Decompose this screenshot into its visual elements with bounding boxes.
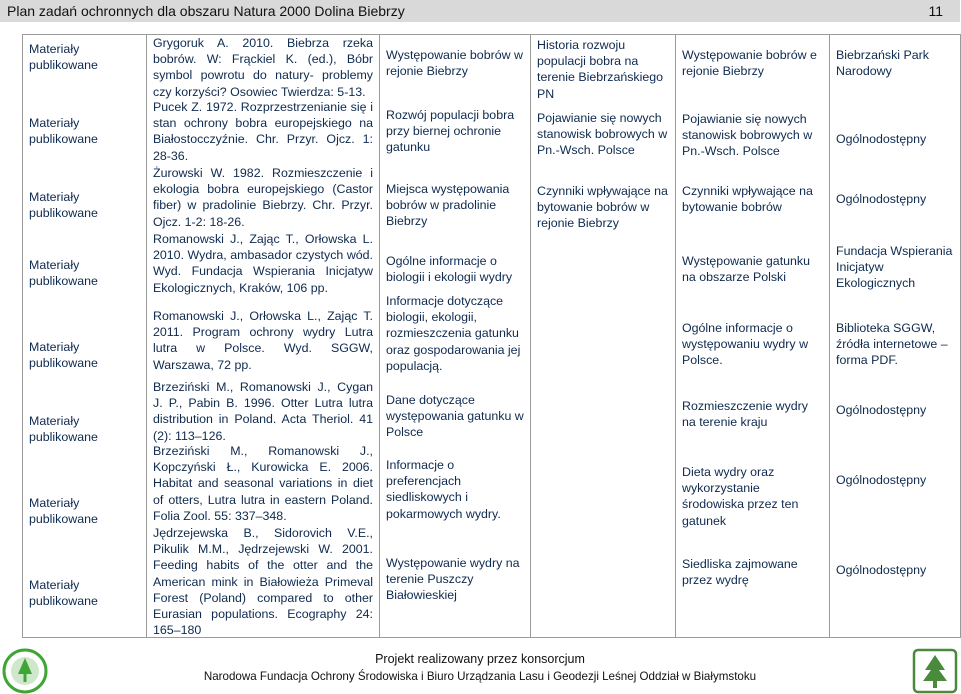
usage-cell: Czynniki wpływające na bytowanie bobrów <box>682 184 813 215</box>
availability-cell: Ogólnodostępny <box>836 403 927 417</box>
content-cell: Historia rozwoju populacji bobra na terenie Biebrzańskiego PN <box>537 38 664 101</box>
table-row <box>23 35 961 638</box>
type-cell: Materiały publikowane <box>29 496 98 527</box>
reference-entry: Romanowski J., Zając T., Orłowska L. 2010. Wydra, ambasador czystych wód. Wyd. Fundacja Wspierania Inicjatyw Ekologicznych, Kraków, 106 pp. <box>153 232 373 295</box>
reference-entry: Brzeziński M., Romanowski J., Cygan J. P., Pabin B. 1996. Otter Lutra lutra distribution in Poland. Acta Theriol. 41 (2): 113–126. <box>153 380 373 443</box>
scope-cell: Informacje dotyczące biologii, ekologii, rozmieszczenia gatunku oraz gospodarowania jej populacją. <box>386 294 521 373</box>
availability-cell: Ogólnodostępny <box>836 132 927 146</box>
document-title: Plan zadań ochronnych dla obszaru Natura 2000 Dolina Biebrzy <box>7 3 405 19</box>
availability-cell: Biebrzański Park Narodowy <box>836 48 929 79</box>
usage-cell: Występowanie gatunku na obszarze Polski <box>682 254 811 285</box>
scope-cell: Rozwój populacji bobra przy biernej ochronie gatunku <box>386 108 515 155</box>
materials-table <box>22 34 961 638</box>
type-cell: Materiały publikowane <box>29 258 98 289</box>
scope-cell: Dane dotyczące występowania gatunku w Polsce <box>386 393 524 440</box>
type-column <box>23 35 147 638</box>
availability-column <box>830 35 961 638</box>
page-header <box>0 0 960 22</box>
usage-cell: Siedliska zajmowane przez wydrę <box>682 557 798 588</box>
availability-cell: Fundacja Wspierania Inicjatyw Ekologicznych <box>836 244 953 291</box>
footer-consortium: Projekt realizowany przez konsorcjum <box>375 652 585 666</box>
availability-cell: Biblioteka SGGW, źródła internetowe – forma PDF. <box>836 321 948 368</box>
reference-column <box>147 35 380 638</box>
scope-cell: Występowanie bobrów w rejonie Biebrzy <box>386 48 523 79</box>
page-number: 11 <box>928 3 943 19</box>
usage-cell: Występowanie bobrów e rejonie Biebrzy <box>682 48 817 79</box>
content-column <box>531 35 676 638</box>
scope-cell: Występowanie wydry na terenie Puszczy Białowieskiej <box>386 556 520 603</box>
usage-cell: Dieta wydry oraz wykorzystanie środowiska przez ten gatunek <box>682 465 799 528</box>
reference-entry: Jędrzejewska B., Sidorovich V.E., Pikulik M.M., Jędrzejewski W. 2001. Feeding habits of the otter and the American mink in Białowieża Primeval Forest (Poland) compared to other Eurasian populations. Ecography 24: 165–180 <box>153 526 373 638</box>
scope-cell: Ogólne informacje o biologii i ekologii wydry <box>386 254 513 285</box>
content-cell: Pojawianie się nowych stanowisk bobrowych w Pn.-Wsch. Polsce <box>537 111 668 158</box>
type-cell: Materiały publikowane <box>29 42 98 73</box>
type-cell: Materiały publikowane <box>29 578 98 609</box>
content-cell: Czynniki wpływające na bytowanie bobrów w rejonie Biebrzy <box>537 184 668 231</box>
reference-entry: Romanowski J., Orłowska L., Zając T. 2011. Program ochrony wydry Lutra lutra w Polsce. Wyd. SGGW, Warszawa, 72 pp. <box>153 309 373 372</box>
scope-column <box>380 35 531 638</box>
reference-entry: Brzeziński M., Romanowski J., Kopczyński Ł., Kurowicka E. 2006. Habitat and seasonal variations in diet of otters, Lutra lutra in eastern Poland. Folia Zool. 55: 337–348. <box>153 444 373 523</box>
type-cell: Materiały publikowane <box>29 414 98 445</box>
usage-cell: Rozmieszczenie wydry na terenie kraju <box>682 399 809 430</box>
scope-cell: Miejsca występowania bobrów w pradolinie Biebrzy <box>386 182 510 229</box>
usage-cell: Pojawianie się nowych stanowisk bobrowych w Pn.-Wsch. Polsce <box>682 112 813 159</box>
scope-cell: Informacje o preferencjach siedliskowych i pokarmowych wydry. <box>386 458 501 521</box>
type-cell: Materiały publikowane <box>29 190 98 221</box>
usage-cell: Ogólne informacje o występowaniu wydry w Polsce. <box>682 321 809 368</box>
availability-cell: Ogólnodostępny <box>836 473 927 487</box>
footer-partners: Narodowa Fundacja Ochrony Środowiska i Biuro Urządzania Lasu i Geodezji Leśnej Oddział w Białymstoku <box>203 670 757 683</box>
reference-entry: Pucek Z. 1972. Rozprzestrzenianie się i stan ochrony bobra europejskiego na Białostocczyźnie. Chr. Przyr. Ojcz. 1: 28-36. <box>153 100 373 163</box>
forest-bureau-logo <box>912 648 958 694</box>
availability-cell: Ogólnodostępny <box>836 563 927 577</box>
type-cell: Materiały publikowane <box>29 340 98 371</box>
type-cell: Materiały publikowane <box>29 116 98 147</box>
reference-entry: Żurowski W. 1982. Rozmieszczenie i ekologia bobra europejskiego (Castor fiber) w pradolinie Biebrzy. Chr. Przyr. Ojcz. 1-2: 18-26. <box>153 166 373 229</box>
availability-cell: Ogólnodostępny <box>836 192 927 206</box>
usage-column <box>676 35 830 638</box>
reference-entry: Grygoruk A. 2010. Biebrza rzeka bobrów. W: Frąckiel K. (ed.), Bóbr symbol powrotu do natury- problemy czy korzyści? Osowiec Twierdza: 5-13. <box>153 36 373 99</box>
